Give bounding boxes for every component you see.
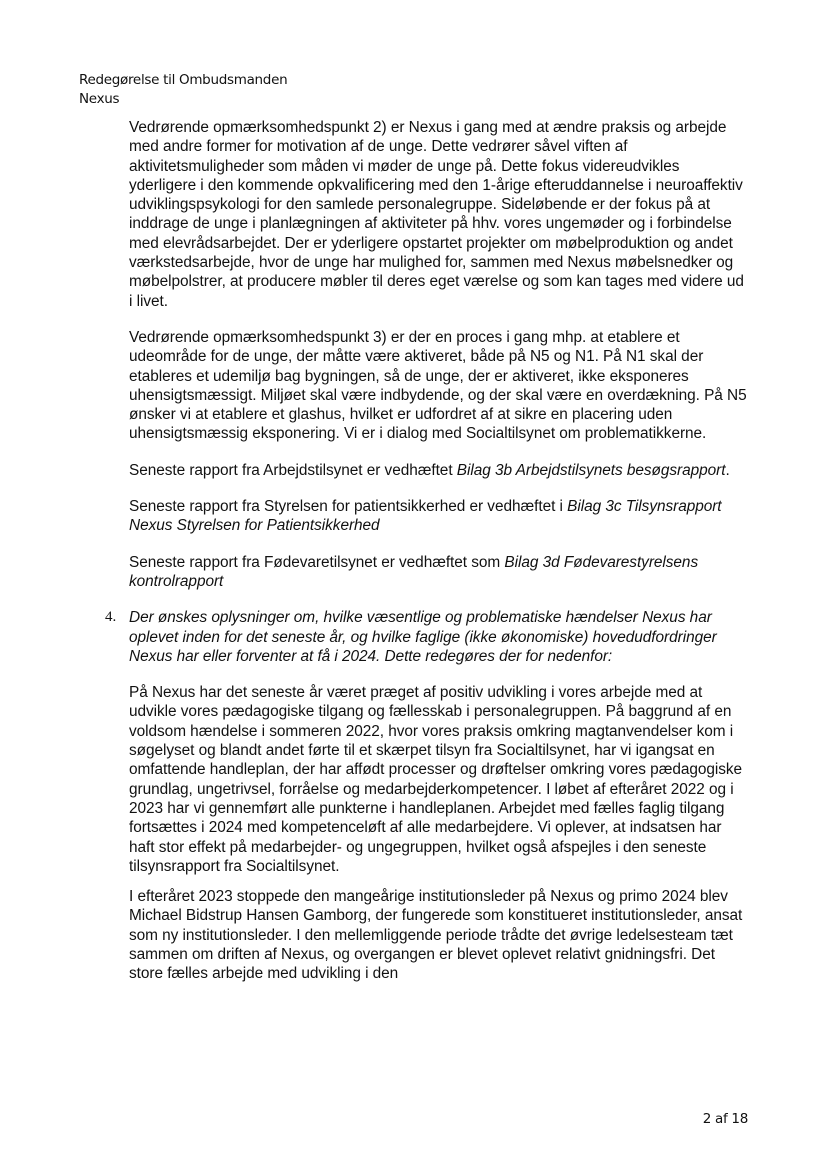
list-item-question: Der ønskes oplysninger om, hvilke væsentlige og problematiske hændelser Nexus har oplevet inden for det seneste år, og hvilke faglige (ikke økonomiske) hovedudfordringer Nexus har eller forventer at få i 2024. Dette redegøres der for nedenfor: (129, 609, 717, 665)
attachment-reference: Bilag 3b Arbejdstilsynets besøgsrapport (456, 461, 726, 479)
paragraph-text: Seneste rapport fra Styrelsen for patientsikkerhed er vedhæftet i (129, 498, 568, 516)
paragraph-leadership: I efteråret 2023 stoppede den mangeårige institutionsleder på Nexus og primo 2024 blev Michael Bidstrup Hansen Gamborg, der fungerede som konstitueret institutionsleder, ansat som ny institutionsleder. I den mellemliggende periode trådte det øvrige ledelsesteam tæt sammen om driften af Nexus, og overgangen er blevet oplevet relativt gnidningsfri. Det store fælles arbejde med udvikling i den (129, 888, 743, 983)
paragraph-patientsikkerhed (129, 497, 749, 536)
header-subtitle: Nexus (79, 91, 120, 107)
list-number: 4. (105, 609, 117, 626)
header-title: Redegørelse til Ombudsmanden (79, 72, 288, 88)
list-item-4 (105, 608, 749, 666)
attachment-reference: Bilag 3c Tilsynsrapport Nexus Styrelsen for Patientsikkerhed (129, 498, 722, 535)
paragraph-arbejdstilsynet (129, 461, 749, 480)
paragraph-end: . (725, 461, 730, 479)
document-header (79, 71, 287, 109)
paragraph-foedevaretilsynet (129, 553, 749, 592)
paragraph-point-2: Vedrørende opmærksomhedspunkt 2) er Nexus i gang med at ændre praksis og arbejde med andre former for motivation af de unge. Dette vedrører såvel viften af aktivitetsmuligheder som måden vi møder de unge på. Dette fokus videreudvikles yderligere i den kommende opkvalificering med den 1-årige efteruddannelse i neuroaffektiv udviklingspsykologi for den samlede personalegruppe. Sideløbende er der fokus på at inddrage de unge i planlægningen af aktiviteter på hhv. vores ungemøder og i forbindelse med elevrådsarbejdet. Der er yderligere opstartet projekter om møbelproduktion og andet værkstedsarbejde, hvor de unge har mulighed for, sammen med Nexus møbelsnedker og møbelpolstrer, at producere møbler til deres eget værelse og som kan tages med videre ud i livet. (129, 119, 744, 310)
paragraph-text: Seneste rapport fra Fødevaretilsynet er vedhæftet som (129, 553, 505, 571)
paragraph-text: Seneste rapport fra Arbejdstilsynet er vedhæftet (129, 461, 457, 479)
attachment-reference: Bilag 3d Fødevarestyrelsens kontrolrapport (129, 553, 699, 590)
paragraph-development: På Nexus har det seneste år været præget af positiv udvikling i vores arbejde med at udvikle vores pædagogiske tilgang og fællesskab i personalegruppen. På baggrund af en voldsom hændelse i sommeren 2022, hvor vores praksis omkring magtanvendelser kom i søgelyset og blandt andet førte til et skærpet tilsyn fra Socialtilsynet, har vi igangsat en omfattende handleplan, der har affødt processer og drøftelser omkring vores pædagogiske grundlag, ungetrivsel, forråelse og medarbejderkompetencer. I løbet af efteråret 2022 og i 2023 har vi gennemført alle punkterne i handleplanen. Arbejdet med fælles faglig tilgang fortsættes i 2024 med kompetenceløft af alle medarbejdere. Vi oplever, at indsatsen har haft stor effekt på medarbejder- og ungegruppen, hvilket også afspejles i den seneste tilsynsrapport fra Socialtilsynet. (129, 684, 743, 875)
document-body (105, 118, 749, 1001)
page-number: 2 af 18 (702, 1111, 748, 1127)
paragraph-point-3: Vedrørende opmærksomhedspunkt 3) er der en proces i gang mhp. at etablere et udeområde for de unge, der måtte være aktiveret, både på N5 og N1. På N1 skal der etableres et udemiljø bag bygningen, så de unge, der er aktiveret, ikke eksponeres uhensigtsmæssigt. Miljøet skal være indbydende, og der skal være en overdækning. På N5 ønsker vi at etablere et glashus, hvilket er udfordret af at sikre en placering uden uhensigtsmæssig eksponering. Vi er i dialog med Socialtilsynet om problematikkerne. (129, 328, 747, 443)
